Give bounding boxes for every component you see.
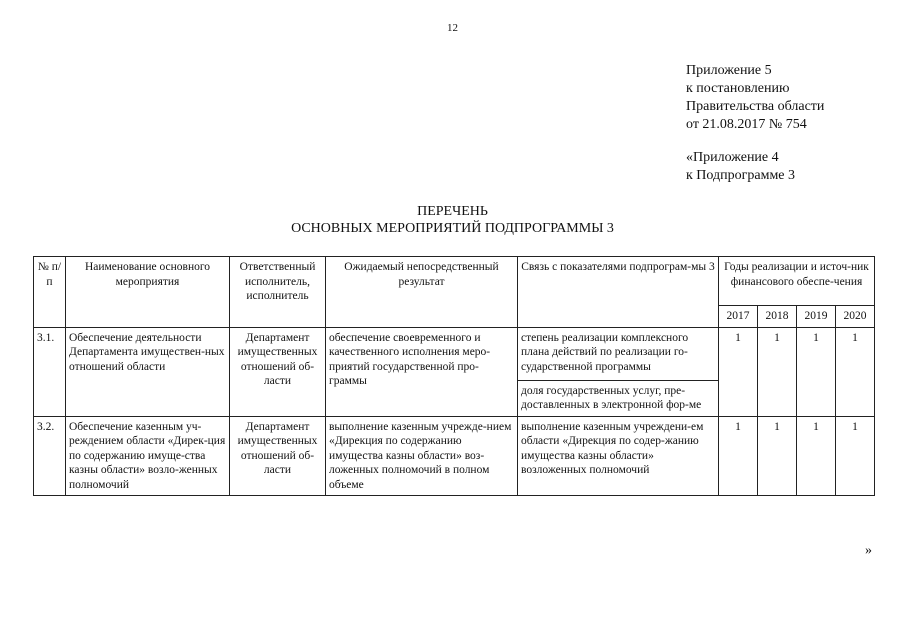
row-value: 1: [836, 327, 875, 416]
row-value: 1: [797, 327, 836, 416]
row-link: степень реализации комплексного плана действий по реализации го-сударственной программы: [518, 327, 719, 380]
appendix-line: от 21.08.2017 № 754: [686, 117, 807, 132]
appendix-reference-block: [686, 149, 795, 185]
appendix-line: Правительства области: [686, 99, 825, 114]
row-value: 1: [758, 416, 797, 496]
row-value: 1: [719, 327, 758, 416]
row-link: выполнение казенным учреждени-ем области «Дирекция по содер-жанию имущества казны области» возложенных полномочий: [518, 416, 719, 496]
year-cell: 2018: [758, 306, 797, 328]
header-years: Годы реализации и источ-ник финансового обеспе-чения: [719, 257, 875, 306]
row-name: Обеспечение деятельности Департамента имуществен-ных отношений области: [66, 327, 230, 416]
title-line: ПЕРЕЧЕНЬ: [417, 204, 488, 219]
header-result: Ожидаемый непосредственный результат: [326, 257, 518, 328]
table-row: [34, 327, 875, 380]
table-header-row: [34, 257, 875, 306]
header-link: Связь с показателями подпрограм-мы 3: [518, 257, 719, 328]
year-cell: 2020: [836, 306, 875, 328]
table-row: [34, 416, 875, 496]
appendix-reference-line: «Приложение 4: [686, 150, 779, 165]
activities-table: [33, 256, 875, 496]
row-executor: Департамент имущественных отношений об-ласти: [230, 327, 326, 416]
row-executor: Департамент имущественных отношений об-ласти: [230, 416, 326, 496]
appendix-line: к постановлению: [686, 81, 790, 96]
page-number: 12: [447, 22, 458, 34]
row-value: 1: [797, 416, 836, 496]
appendix-reference-line: к Подпрограмме 3: [686, 168, 796, 183]
row-result: обеспечение своевременного и качественного исполнения меро-приятий государственной про-граммы: [326, 327, 518, 416]
row-link: доля государственных услуг, пре-доставленных в электронной фор-ме: [518, 380, 719, 416]
year-cell: 2017: [719, 306, 758, 328]
closing-quote-mark: »: [865, 543, 872, 558]
header-num: № п/п: [34, 257, 66, 328]
header-name: Наименование основного мероприятия: [66, 257, 230, 328]
row-value: 1: [836, 416, 875, 496]
row-num: 3.2.: [34, 416, 66, 496]
year-cell: 2019: [797, 306, 836, 328]
appendix-block: [686, 62, 824, 134]
appendix-line: Приложение 5: [686, 63, 772, 78]
document-title: [0, 203, 905, 237]
row-num: 3.1.: [34, 327, 66, 416]
title-line: ОСНОВНЫХ МЕРОПРИЯТИЙ ПОДПРОГРАММЫ 3: [291, 221, 614, 236]
row-result: выполнение казенным учрежде-нием «Дирекция по содержанию имущества казны области» воз-ложенных полномочий в полном объеме: [326, 416, 518, 496]
row-name: Обеспечение казенным уч-реждением области «Дирек-ция по содержанию имуще-ства казны области» возло-женных полномочий: [66, 416, 230, 496]
row-value: 1: [758, 327, 797, 416]
header-executor: Ответственный исполнитель, исполнитель: [230, 257, 326, 328]
row-value: 1: [719, 416, 758, 496]
